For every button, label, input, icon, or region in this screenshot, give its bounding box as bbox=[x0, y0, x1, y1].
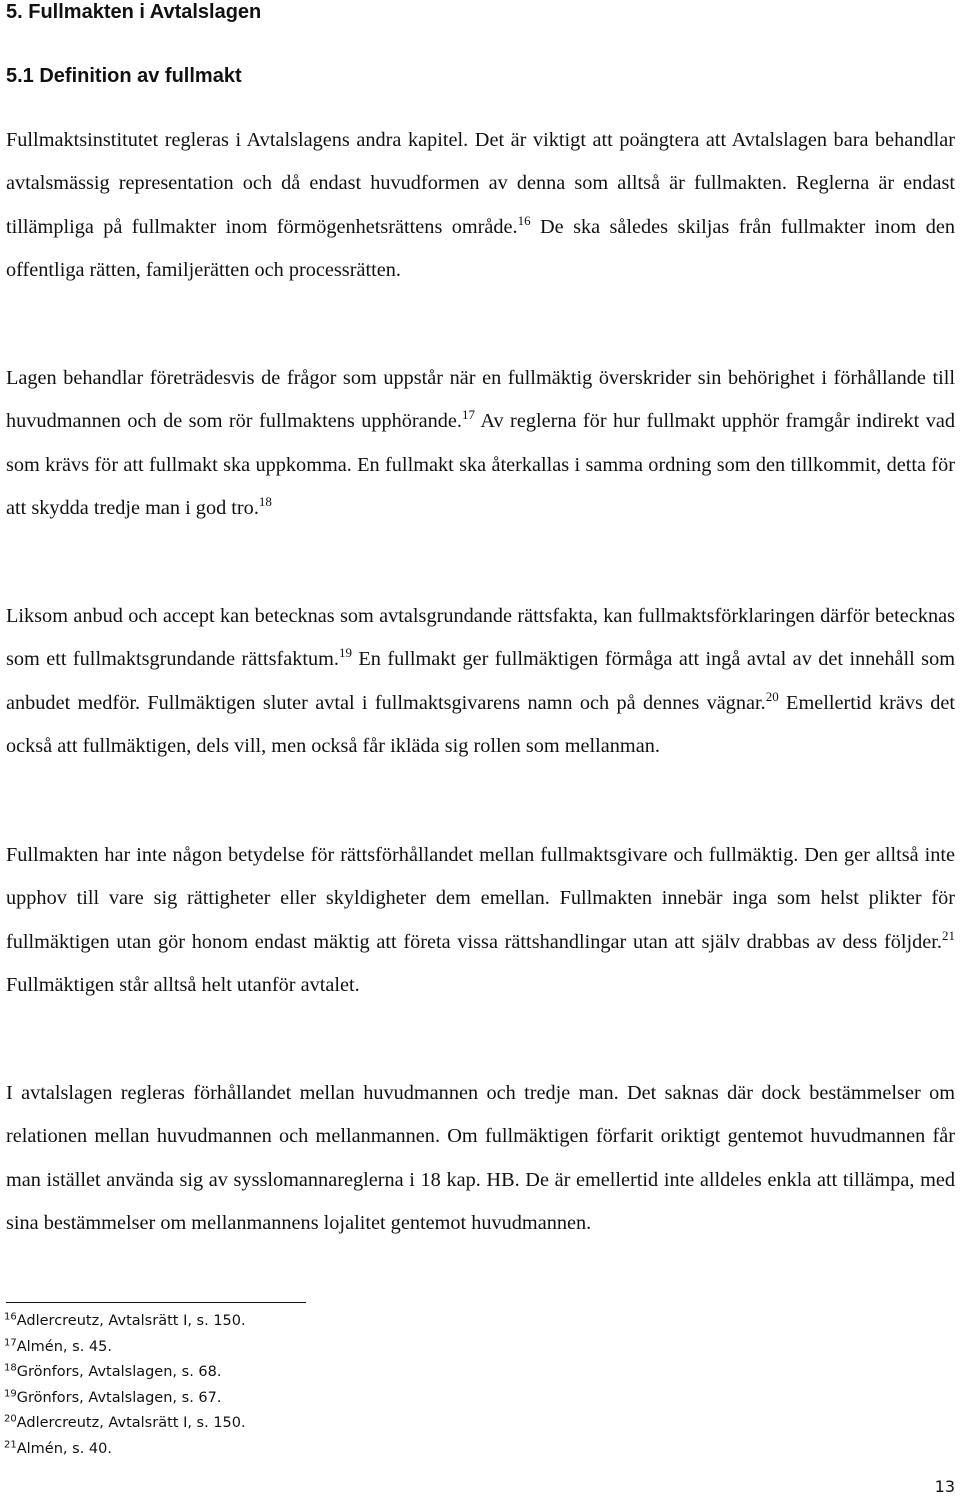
subsection-heading: 5.1 Definition av fullmakt bbox=[6, 65, 242, 87]
paragraph-text: Liksom anbud och accept kan betecknas som avtalsgrundande rättsfakta, kan fullmaktsförklaringen därför betecknas som ett fullmaktsgrundande rättsfaktum. bbox=[6, 605, 955, 671]
footnote bbox=[4, 1437, 246, 1463]
paragraph bbox=[6, 834, 955, 1008]
paragraph-text: Reglerna är endast tillämpliga på fullmakter inom förmögenhetsrättens område. bbox=[6, 172, 955, 238]
footnote-ref: 17 bbox=[462, 407, 476, 423]
footnote-text: Almén, s. 45. bbox=[16, 1338, 112, 1355]
footnote-text: Grönfors, Avtalslagen, s. 67. bbox=[16, 1389, 222, 1406]
footnote-text: Adlercreutz, Avtalsrätt I, s. 150. bbox=[16, 1415, 246, 1432]
paragraph bbox=[6, 595, 955, 769]
section-heading: 5. Fullmakten i Avtalslagen bbox=[6, 1, 262, 23]
footnote-number: 20 bbox=[4, 1413, 17, 1425]
paragraph bbox=[6, 119, 955, 293]
footnote bbox=[4, 1335, 246, 1361]
footnote-ref: 19 bbox=[338, 645, 352, 661]
footnote-text: Grönfors, Avtalslagen, s. 68. bbox=[16, 1364, 222, 1381]
footnote-number: 19 bbox=[4, 1388, 17, 1400]
footnote-number: 18 bbox=[4, 1362, 17, 1374]
paragraph-text: Fullmakten har inte någon betydelse för rättsförhållandet mellan fullmaktsgivare och fullmäktig. Den ger alltså inte upphov till vare sig rättigheter eller skyldigheter dem emellan. Fullmakten innebär inga som helst plikter för fullmäktigen utan gör honom endast mäktig att företa vissa rättshandlingar utan att själv drabbas av dess följder. bbox=[6, 844, 955, 953]
page-number: 13 bbox=[934, 1477, 955, 1496]
footnote bbox=[4, 1309, 246, 1335]
footnote-text: Almén, s. 40. bbox=[16, 1440, 112, 1457]
footnote-number: 16 bbox=[4, 1311, 17, 1323]
footnote-ref: 21 bbox=[942, 928, 955, 944]
footnote-list bbox=[4, 1309, 246, 1463]
footnote-number: 21 bbox=[4, 1439, 17, 1451]
paragraph-text: Av reglerna för hur fullmakt upphör framgår indirekt vad som krävs för att fullmakt ska uppkomma. En fullmakt ska återkallas i samma ordning som den tillkommit, detta för att skydda tredje man i god tro. bbox=[6, 410, 955, 520]
footnote-ref: 16 bbox=[517, 213, 531, 229]
footnote-ref: 20 bbox=[765, 689, 779, 705]
footnote-divider bbox=[6, 1302, 306, 1303]
paragraph-text: I avtalslagen regleras förhållandet mellan huvudmannen och tredje man. Det saknas där dock bestämmelser om relationen mellan huvudmannen och mellanmannen. Om fullmäktigen förfarit oriktigt gentemot huvudmannen får man istället använda sig av sysslomannareglerna i 18 kap. HB. De är emellertid inte alldeles enkla att tillämpa, med sina bestämmelser om mellanmannens lojalitet gentemot huvudmannen. bbox=[6, 1082, 955, 1235]
paragraph-text: Fullmäktigen står alltså helt utanför avtalet. bbox=[6, 974, 360, 997]
paragraph bbox=[6, 357, 955, 531]
footnote bbox=[4, 1411, 246, 1437]
footnote-ref: 18 bbox=[258, 494, 272, 510]
paragraph-text: De ska således skiljas från fullmakter inom den offentliga rätten, familjerätten och processrätten. bbox=[6, 215, 955, 282]
footnote bbox=[4, 1386, 246, 1412]
footnote bbox=[4, 1360, 246, 1386]
paragraph-text: En fullmakt ger fullmäktigen förmåga att ingå avtal av det innehåll som anbudet medför. Fullmäktigen sluter avtal i fullmaktsgivarens namn och på dennes vägnar. bbox=[6, 648, 955, 714]
paragraph-text: Fullmaktsinstitutet regleras i Avtalslagens andra kapitel. Det är viktigt att poängtera att Avtalslagen bara behandlar avtalsmässig representation och då endast huvudformen av denna som alltså är fullmakten. bbox=[6, 129, 955, 195]
paragraph-text: Emellertid krävs det också att fullmäktigen, dels vill, men också får ikläda sig rollen som mellanman. bbox=[6, 691, 955, 758]
footnote-number: 17 bbox=[4, 1337, 17, 1349]
paragraph bbox=[6, 1072, 955, 1246]
paragraph-text: Lagen behandlar företrädesvis de frågor som uppstår när en fullmäktig överskrider sin behörighet i förhållande till huvudmannen och de som rör fullmaktens upphörande. bbox=[6, 367, 955, 433]
footnote-text: Adlercreutz, Avtalsrätt I, s. 150. bbox=[16, 1313, 246, 1329]
